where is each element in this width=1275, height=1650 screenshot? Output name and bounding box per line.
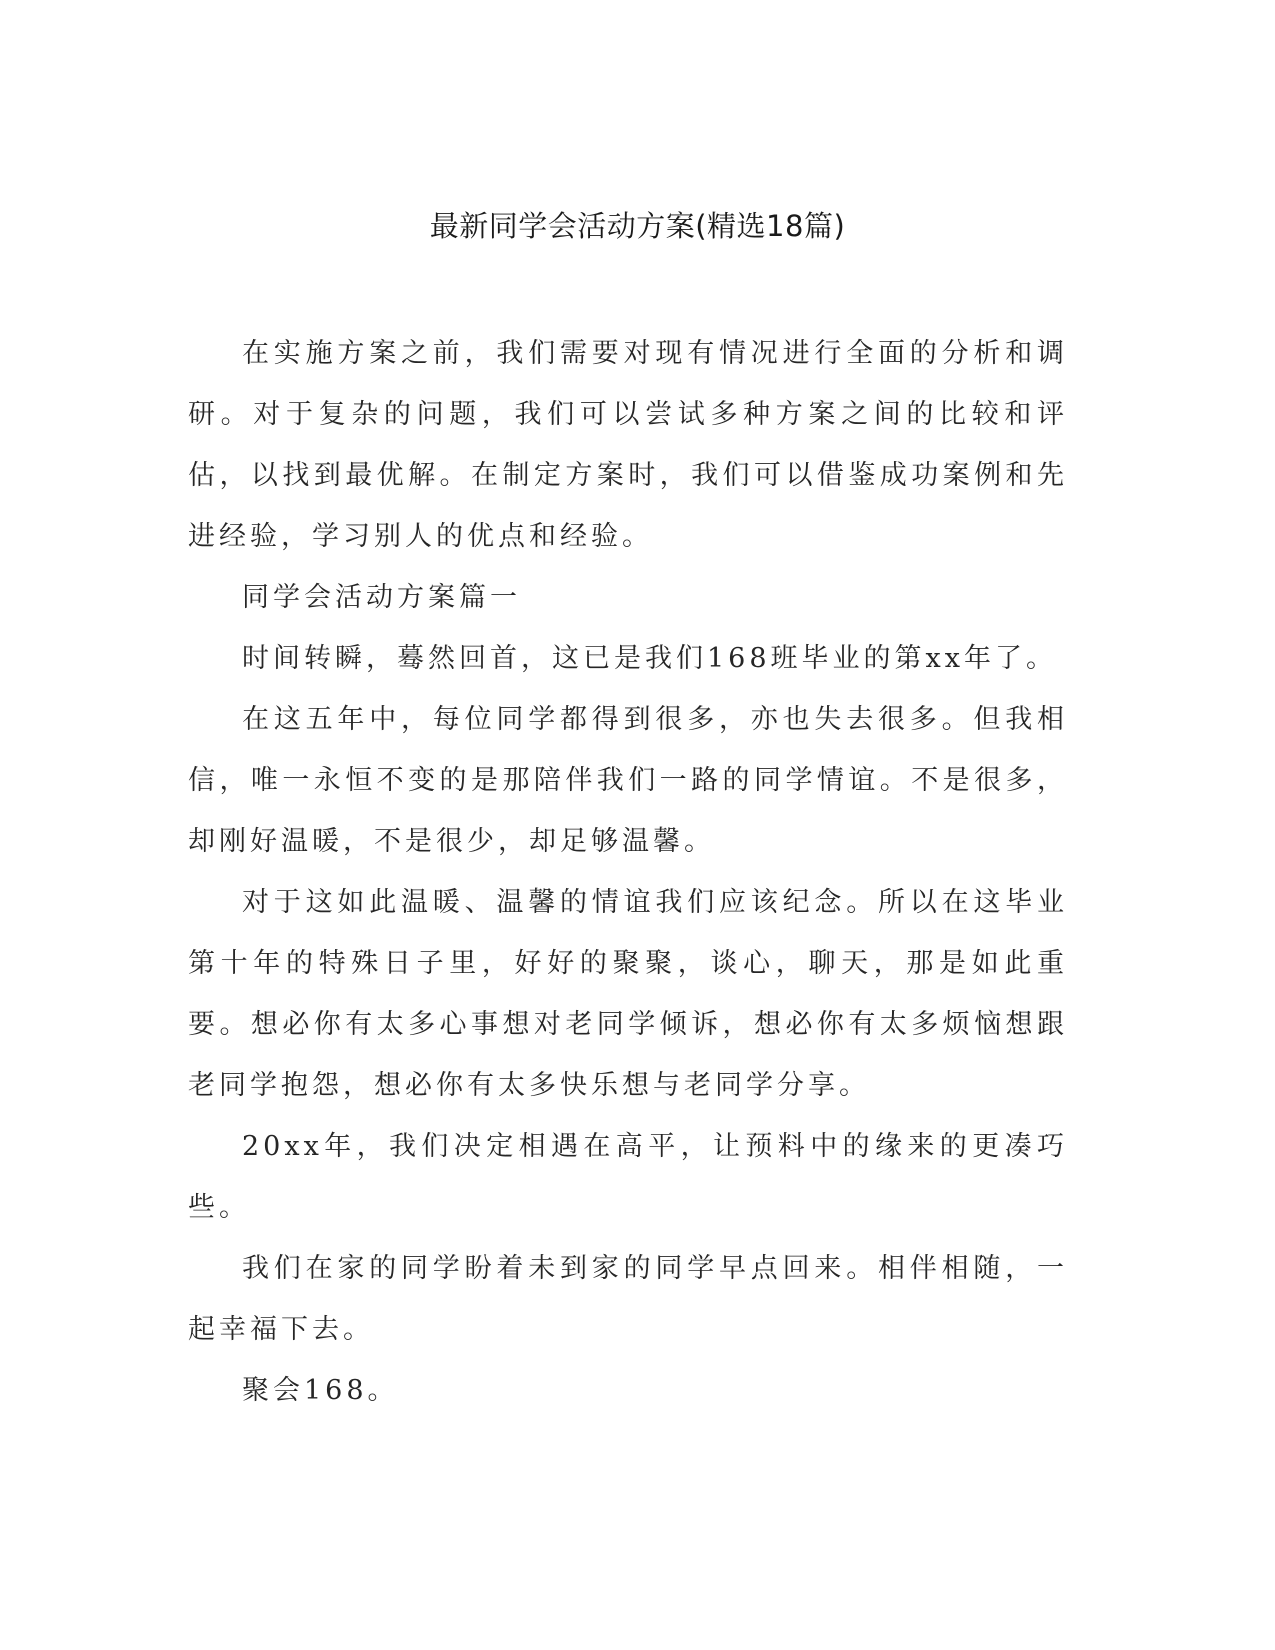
- document-title: 最新同学会活动方案(精选18篇): [429, 209, 846, 243]
- paragraph: 时间转瞬，蓦然回首，这已是我们168班毕业的第xx年了。: [242, 643, 1057, 674]
- paragraph: 我们在家的同学盼着未到家的同学早点回来。相伴相随，一起幸福下去。: [188, 1253, 1068, 1345]
- paragraph: 聚会168。: [242, 1375, 399, 1406]
- paragraph: 在这五年中，每位同学都得到很多，亦也失去很多。但我相信，唯一永恒不变的是那陪伴我们一路的同学情谊。不是很多，却刚好温暖，不是很少，却足够温馨。: [188, 704, 1068, 857]
- section-heading: 同学会活动方案篇一: [242, 582, 521, 613]
- paragraph: 对于这如此温暖、温馨的情谊我们应该纪念。所以在这毕业第十年的特殊日子里，好好的聚聚，谈心，聊天，那是如此重要。想必你有太多心事想对老同学倾诉，想必你有太多烦恼想跟老同学抱怨，想必你有太多快乐想与老同学分享。: [188, 887, 1068, 1101]
- document-body: [188, 323, 1068, 1421]
- paragraph: 20xx年，我们决定相遇在高平，让预料中的缘来的更凑巧些。: [188, 1131, 1068, 1223]
- paragraph-intro: 在实施方案之前，我们需要对现有情况进行全面的分析和调研。对于复杂的问题，我们可以尝试多种方案之间的比较和评估，以找到最优解。在制定方案时，我们可以借鉴成功案例和先进经验，学习别人的优点和经验。: [188, 338, 1068, 552]
